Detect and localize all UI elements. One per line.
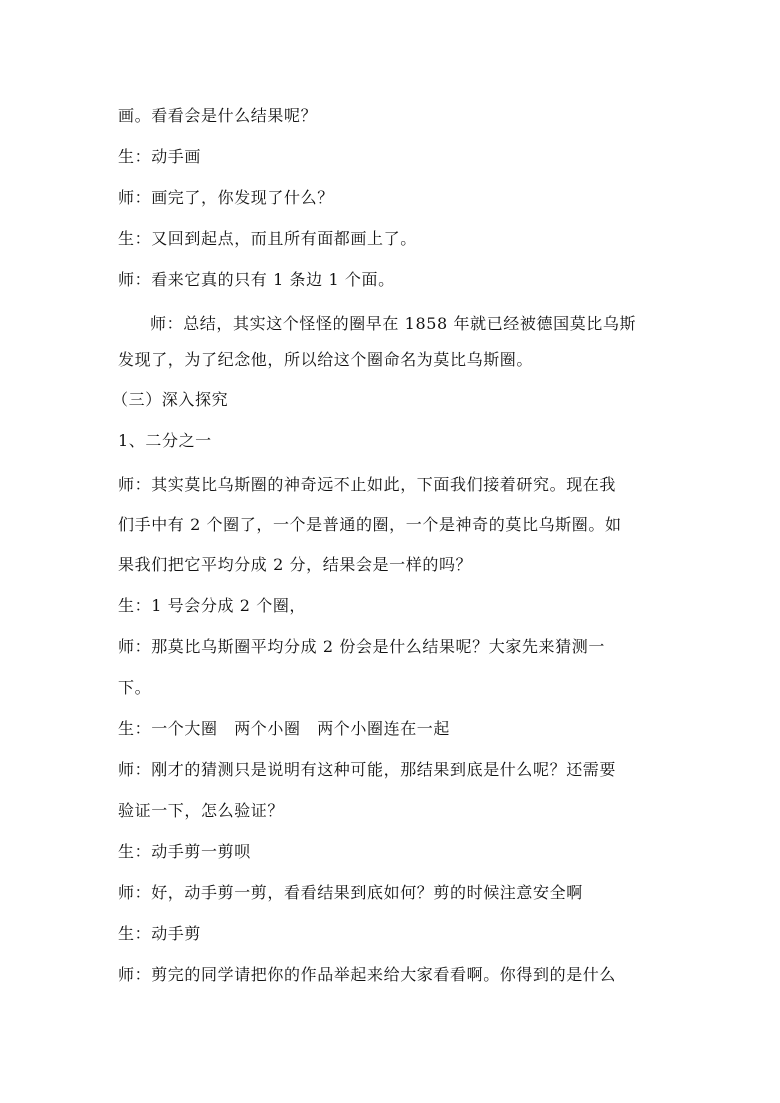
section-heading: （三）深入探究 xyxy=(112,390,229,409)
text-line-16: 生：一个大圈 两个小圈 两个小圈连在一起 xyxy=(118,719,451,738)
text-line-18: 验证一下，怎么验证？ xyxy=(118,801,285,820)
text-line-6: 师：总结，其实这个怪怪的圈早在 1858 年就已经被德国莫比乌斯 xyxy=(150,314,637,333)
text-line-20: 师：好，动手剪一剪，看看结果到底如何？剪的时候注意安全啊 xyxy=(118,883,583,902)
text-line-2: 生：动手画 xyxy=(118,147,202,166)
text-line-1: 画。看看会是什么结果呢？ xyxy=(118,106,318,125)
text-line-5: 师：看来它真的只有 1 条边 1 个面。 xyxy=(118,270,395,289)
text-line-11: 们手中有 2 个圈了，一个是普通的圈，一个是神奇的莫比乌斯圈。如 xyxy=(118,515,622,534)
text-line-19: 生：动手剪一剪呗 xyxy=(118,842,251,861)
text-line-22: 师：剪完的同学请把你的作品举起来给大家看看啊。你得到的是什么 xyxy=(118,965,617,984)
text-line-17: 师：刚才的猜测只是说明有这种可能，那结果到底是什么呢？还需要 xyxy=(118,760,617,779)
text-line-7: 发现了，为了纪念他，所以给这个圈命名为莫比乌斯圈。 xyxy=(118,350,534,369)
text-line-3: 师：画完了，你发现了什么？ xyxy=(118,188,334,207)
text-line-13: 生：1 号会分成 2 个圈， xyxy=(118,596,307,615)
text-line-14: 师：那莫比乌斯圈平均分成 2 份会是什么结果呢？大家先来猜测一 xyxy=(118,637,605,656)
text-line-4: 生：又回到起点，而且所有面都画上了。 xyxy=(118,229,417,248)
text-line-12: 果我们把它平均分成 2 分，结果会是一样的吗？ xyxy=(118,555,473,574)
text-line-15: 下。 xyxy=(118,678,152,697)
text-line-10: 师：其实莫比乌斯圈的神奇远不止如此，下面我们接着研究。现在我 xyxy=(118,475,617,494)
text-line-21: 生：动手剪 xyxy=(118,924,202,943)
subsection-heading: 1、二分之一 xyxy=(118,431,212,450)
